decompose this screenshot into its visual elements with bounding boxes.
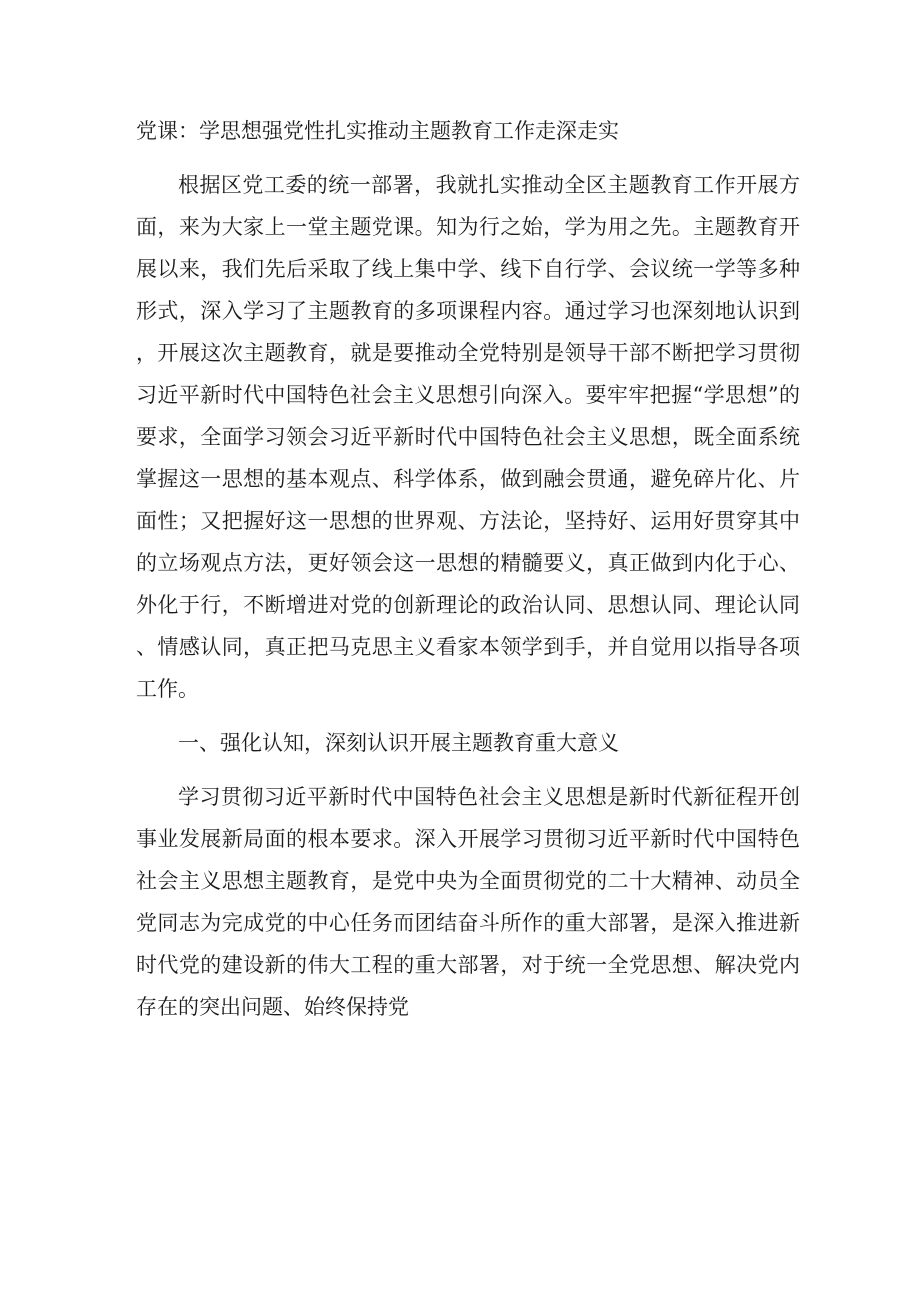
intro-paragraph: 根据区党工委的统一部署，我就扎实推动全区主题教育工作开展方面，来为大家上一堂主题党课。知为行之始，学为用之先。主题教育开展以来，我们先后采取了线上集中学、线下自行学、会议统一学等多种形式，深入学习了主题教育的多项课程内容。通过学习也深刻地认识到，开展这次主题教育，就是要推动全党特别是领导干部不断把学习贯彻习近平新时代中国特色社会主义思想引向深入。要牢牢把握“学思想”的要求，全面学习领会习近平新时代中国特色社会主义思想，既全面系统掌握这一思想的基本观点、科学体系，做到融会贯通，避免碎片化、片面性；又把握好这一思想的世界观、方法论，坚持好、运用好贯穿其中的立场观点方法，更好领会这一思想的精髓要义，真正做到内化于心、外化于行，不断增进对党的创新理论的政治认同、思想认同、理论认同、情感认同，真正把马克思主义看家本领学到手，并自觉用以指导各项工作。 [136,173,800,701]
document-body [136,110,800,1028]
document-title: 党课：学思想强党性扎实推动主题教育工作走深走实 [136,119,619,143]
section-1-paragraph: 学习贯彻习近平新时代中国特色社会主义思想是新时代新征程开创事业发展新局面的根本要求。深入开展学习贯彻习近平新时代中国特色社会主义思想主题教育，是党中央为全面贯彻党的二十大精神、动员全党同志为完成党的中心任务而团结奋斗所作的重大部署，是深入推进新时代党的建设新的伟大工程的重大部署，对于统一全党思想、解决党内存在的突出问题、始终保持党 [136,785,800,1019]
section-1-heading: 一、强化认知，深刻认识开展主题教育重大意义 [178,731,619,755]
